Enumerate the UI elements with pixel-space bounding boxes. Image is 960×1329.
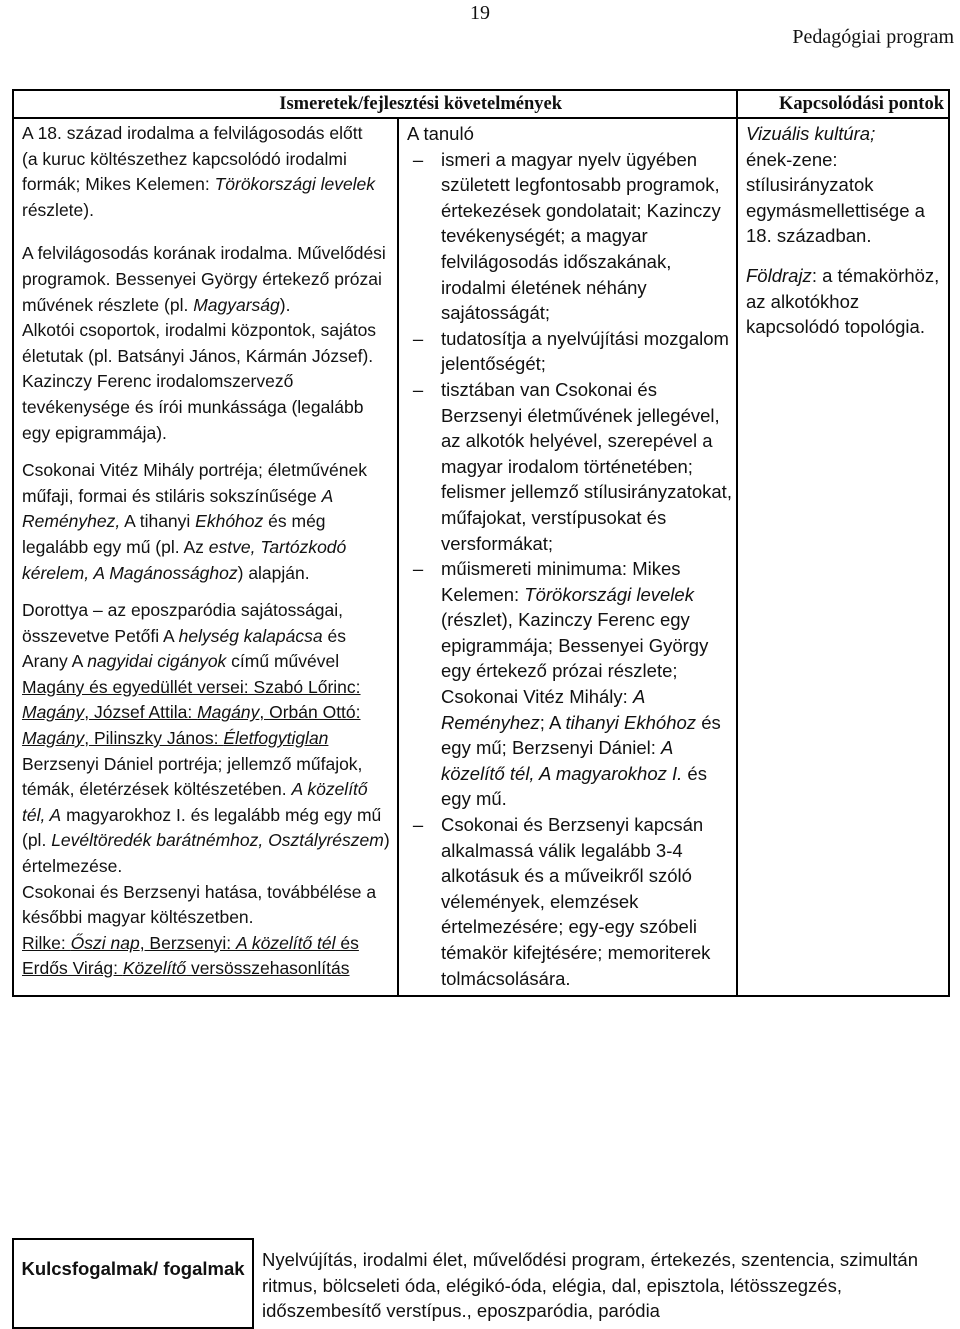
header-requirements: Ismeretek/fejlesztési követelmények	[13, 90, 737, 118]
paragraph-influence: Csokonai és Berzsenyi hatása, továbbélése a későbbi magyar költészetben.	[22, 881, 377, 928]
page-number: 19	[470, 2, 490, 24]
paragraph-18th-century: A 18. század irodalma a felvilágosodás előtt (a kuruc költészethez kapcsolódó irodalmi formák; Mikes Kelemen: Törökországi levelek részlete).	[22, 123, 376, 220]
table-header-row	[13, 90, 949, 118]
knowledge-cell	[13, 118, 398, 996]
paragraph-solitude: Magány és egyedüllét versei: Szabó Lőrinc: Magány, József Attila: Magány, Orbán Ottó: Magány, Pilinszky János: Életfogytiglan	[22, 676, 361, 749]
paragraph-dorottya: Dorottya – az eposzparódia sajátosságai, összevetve Petőfi A helység kalapácsa és Arany A nagyidai cigányok című művével	[22, 600, 346, 672]
connection-visual-music: Vizuális kultúra; ének-zene: stílusirányzatok egymásmellettisége a 18. században.	[746, 123, 925, 247]
table-row	[13, 1239, 948, 1328]
list-item: – tisztában van Csokonai és Berzsenyi életművének jellegével, az alkotók helyével, szerepével a magyar irodalom történetében; felismer jellemző stílusirányzatokat, műfajokat, verstípusokat és versformákat;	[407, 377, 732, 556]
key-concepts-label: Kulcsfogalmak/ fogalmak	[13, 1239, 253, 1328]
key-concepts-text: Nyelvújítás, irodalmi élet, művelődési program, értekezés, szentencia, szimultán ritmus, bölcseleti óda, elégikó-óda, elégia, dal, episztola, létösszegzés, időszembesítő verstípus., eposzparódia, paródia	[262, 1249, 919, 1322]
table-row	[13, 118, 949, 996]
key-concepts-table	[12, 1238, 948, 1329]
student-intro: A tanuló	[407, 123, 474, 144]
list-item: – Csokonai és Berzsenyi kapcsán alkalmassá válik legalább 3-4 alkotásuk és a műveikről szóló vélemények, elemzések értelmezésére; egy-egy szóbeli témakör kifejtésére; memoriterek tolmácsolására.	[407, 812, 732, 991]
list-item: – ismeri a magyar nyelv ügyében született legfontosabb programok, értekezések gondolatait; Kazinczy tevékenységét; a magyar felvilágosodás időszakának, irodalmi életének néhány sajátosságát;	[407, 147, 732, 326]
paragraph-comparison: Rilke: Őszi nap, Berzsenyi: A közelítő tél és Erdős Virág: Közelítő versösszehasonlítás	[22, 932, 359, 979]
connection-geography: Földrajz: a témakörhöz, az alkotókhoz kapcsolódó topológia.	[746, 264, 940, 338]
paragraph-enlightenment: A felvilágosodás korának irodalma. Művelődési programok. Bessenyei György értekező prózai művének részlete (pl. Magyarság). Alkotói csoportok, irodalmi központok, sajátos életutak (pl. Batsányi János, Kármán József). Kazinczy Ferenc irodalomszervező tevékenysége és írói munkássága (legalább egy epigrammája).	[22, 243, 386, 443]
paragraph-csokonai: Csokonai Vitéz Mihály portréja; életművének műfaji, formai és stiláris sokszínűsége A Reményhez, A tihanyi Ekhóhoz és még legalább egy mű (pl. Az estve, Tartózkodó kérelem, A Magánossághoz) alapján.	[22, 460, 367, 583]
paragraph-berzsenyi: Berzsenyi Dániel portréja; jellemző műfajok, témák, életérzések költészetében. A közelítő tél, A magyarokhoz I. és legalább még egy mű (pl. Levéltöredék barátnémhoz, Osztályrészem) értelmezése.	[22, 753, 390, 877]
header-connections: Kapcsolódási pontok	[737, 90, 949, 118]
document-header-title: Pedagógiai program	[792, 26, 954, 48]
curriculum-table	[12, 89, 950, 997]
list-item: – tudatosítja a nyelvújítási mozgalom jelentőségét;	[407, 326, 732, 377]
connections-cell	[737, 118, 949, 996]
requirements-cell	[398, 118, 737, 996]
list-item: – műismereti minimuma: Mikes Kelemen: Törökországi levelek (részlet), Kazinczy Ferenc egy epigrammája; Bessenyei György egy értekező prózai részlete; Csokonai Vitéz Mihály: A Reményhez; A tihanyi Ekhóhoz és egy mű; Berzsenyi Dániel: A közelítő tél, A magyarokhoz I. és egy mű.	[407, 556, 732, 812]
requirements-list	[407, 147, 732, 992]
